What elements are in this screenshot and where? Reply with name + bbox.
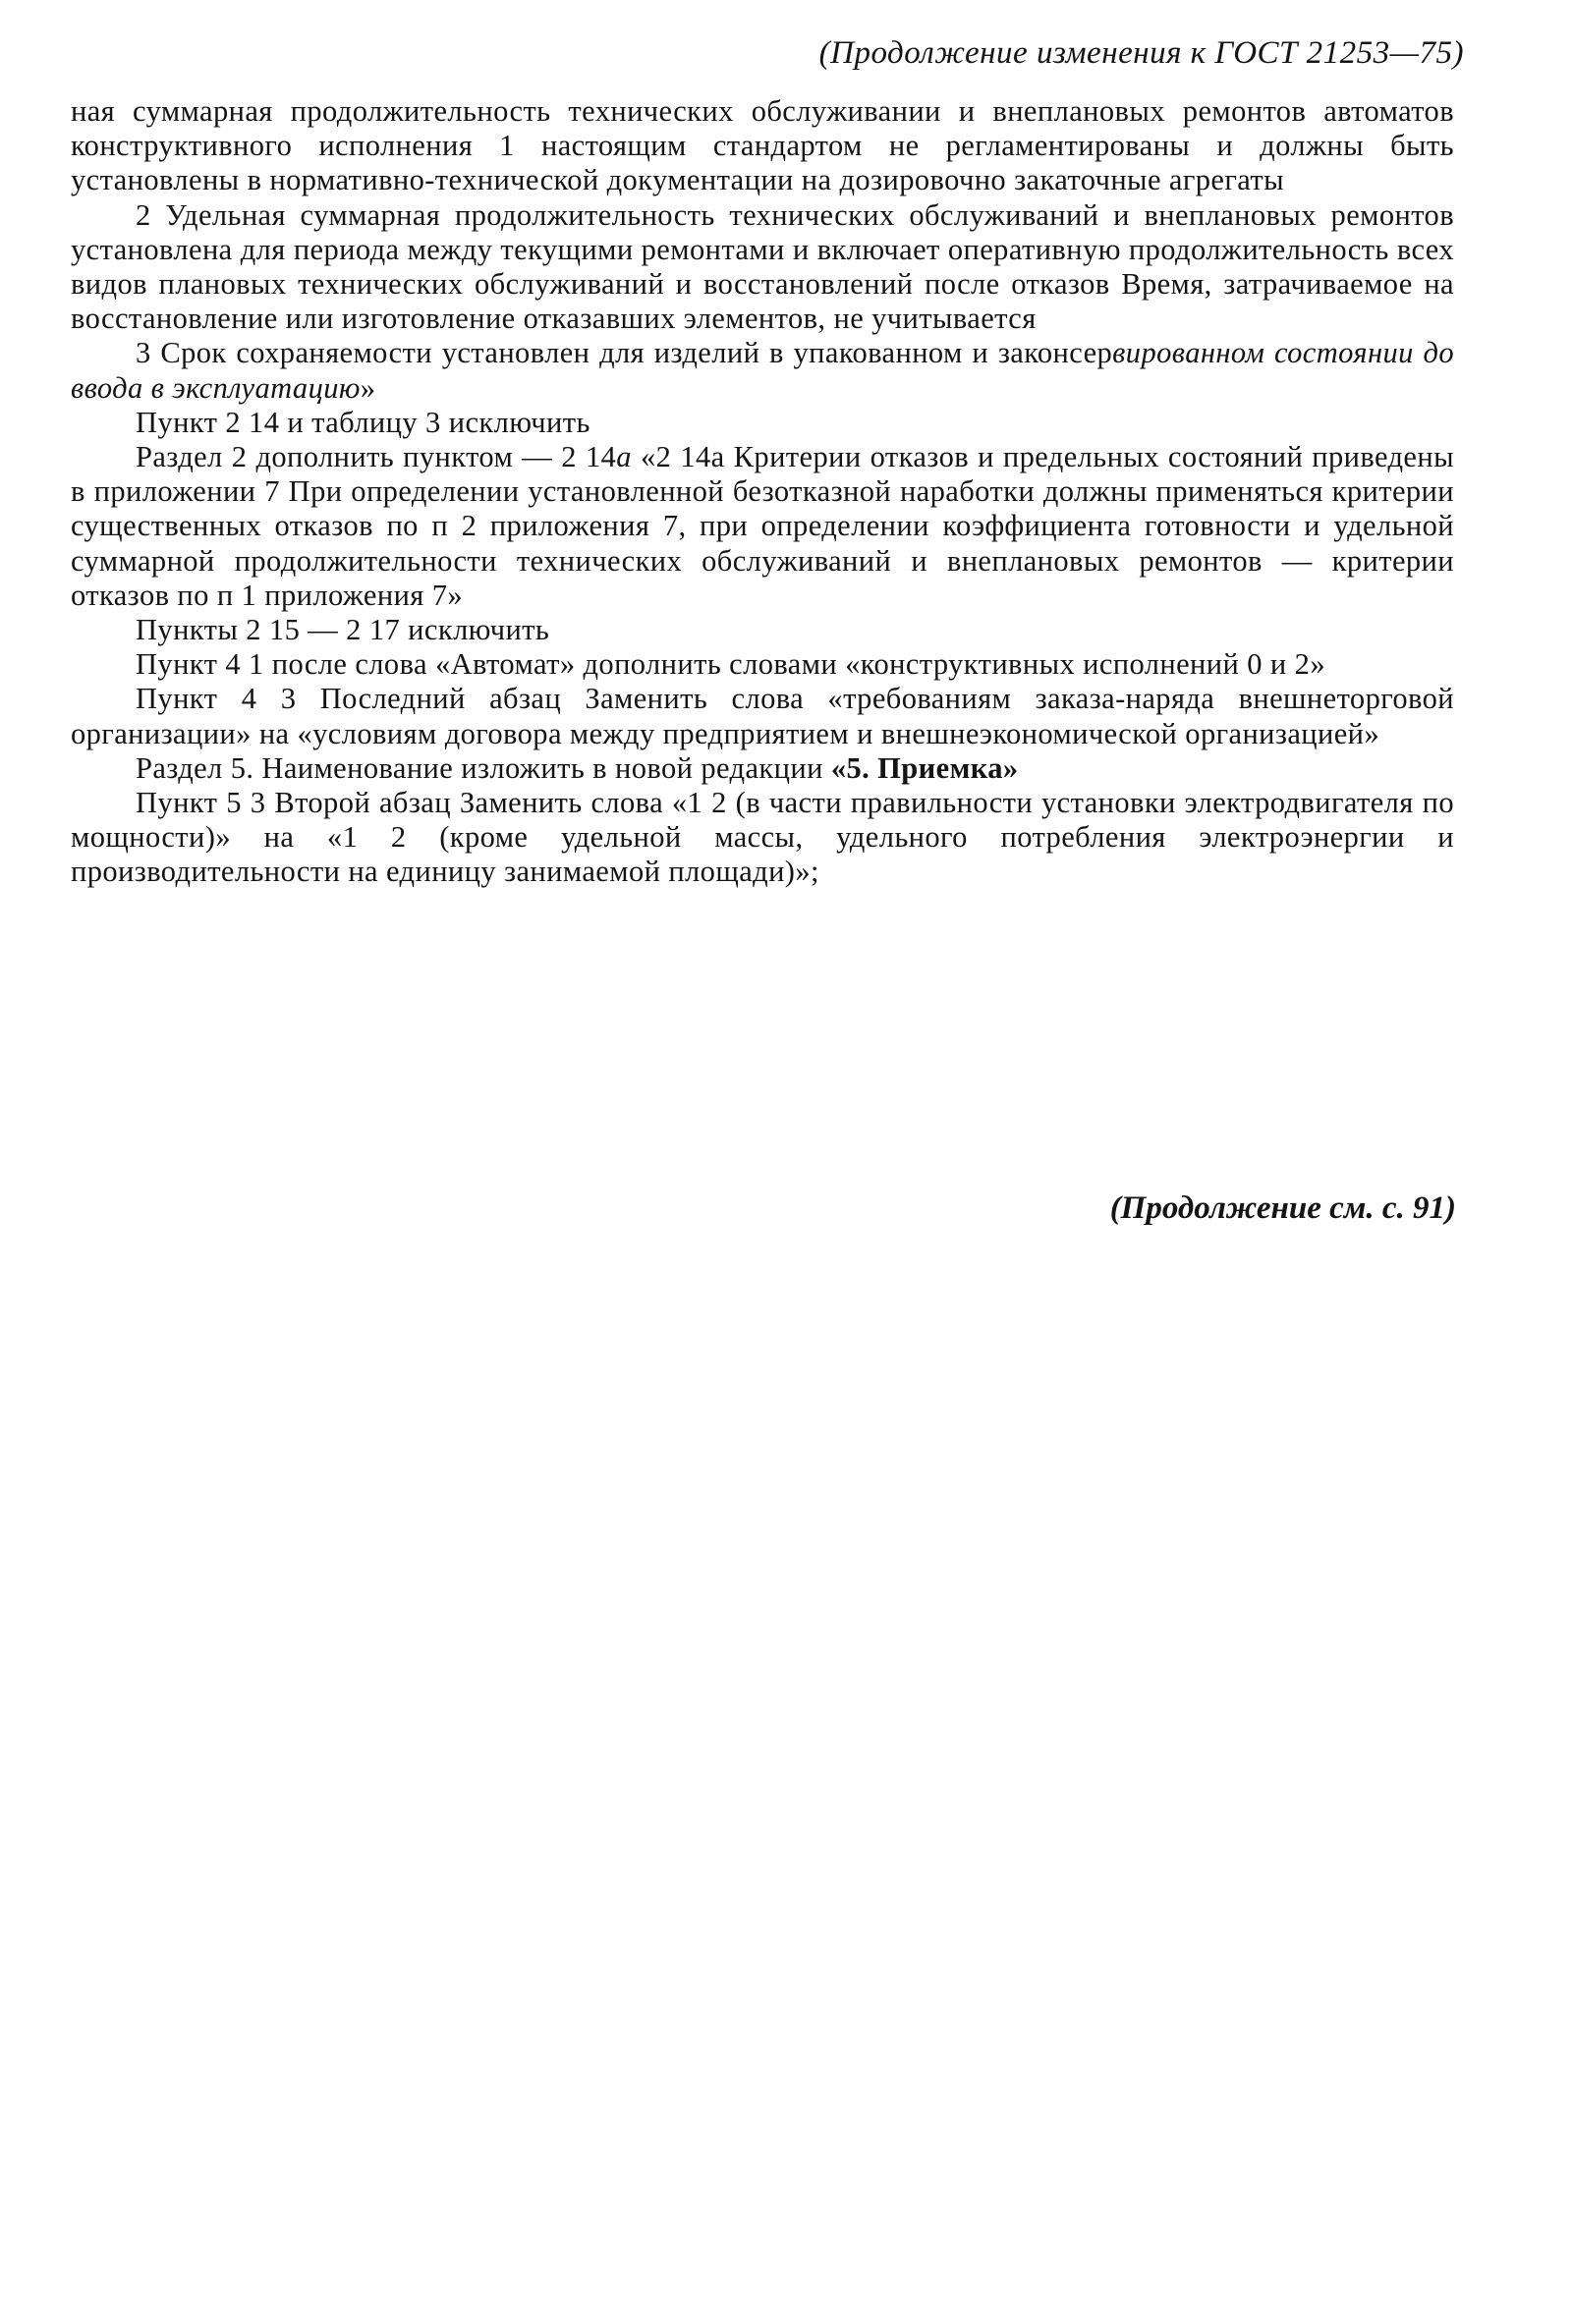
item-4-3: Пункт 4 3 Последний абзац Заменить слова «требованиям заказа-наряда внешнеторговой организации» на «условиям договора между предприятием и внешнеэкономической организацией» (71, 682, 1454, 750)
note-3-text: 3 Срок сохраняемости установлен для изделий в упакованном и законсер (136, 336, 1113, 370)
section-2-prefix: Раздел 2 дополнить пунктом — 2 14 (136, 440, 617, 474)
note-3 (71, 336, 1454, 405)
section-2-text: «2 14а Критерии отказов и предельных состояний приведены в приложении 7 При определении установленной безотказной наработки должны применяться критерии существенных отказов по п 2 приложения 7, при определении коэффициента готовности и удельной суммарной продолжительности технических обслуживаний и внеплановых ремонтов — критерии отказов по п 1 приложения 7» (71, 440, 1454, 612)
note-3-italic: вированном состоянии до ввода в эксплуатацию (71, 336, 1455, 405)
note-3-end: » (360, 370, 376, 405)
section-2-addition (71, 440, 1454, 613)
note-1-continuation: ная суммарная продолжительность технических обслуживании и внеплановых ремонтов автоматов конструктивного исполнения 1 настоящим стандартом не регламентированы и должны быть установлены в нормативно-технической документации на дозировочно закаточные агрегаты (71, 94, 1454, 197)
item-5-3: Пункт 5 3 Второй абзац Заменить слова «1 2 (в части правильности установки электродвигателя по мощности)» на «1 2 (кроме удельной массы, удельного потребления электроэнергии и производительности на единицу занимаемой площади)»; (71, 786, 1454, 889)
document-body (71, 94, 1454, 890)
item-2-14: Пункт 2 14 и таблицу 3 исключить (136, 405, 590, 439)
section-5-title: «5. Приемка» (830, 750, 1019, 785)
items-2-15-2-17: Пункты 2 15 — 2 17 исключить (136, 613, 550, 647)
note-2: 2 Удельная суммарная продолжительность технических обслуживаний и внеплановых ремонтов установлена для периода между текущими ремонтами и включает оперативную продолжительность всех видов плановых технических обслуживаний и восстановлений после отказов Время, затрачиваемое на восстановление или изготовление отказавших элементов, не учитывается (71, 197, 1454, 336)
section-2-letter: а (616, 440, 632, 474)
page-footer: (Продолжение см. с. 91) (1109, 1190, 1456, 1226)
section-5 (71, 751, 1454, 786)
section-5-text: Раздел 5. Наименование изложить в новой редакции (136, 750, 831, 785)
item-4-1: Пункт 4 1 после слова «Автомат» дополнить словами «конструктивных исполнений 0 и 2» (136, 647, 1325, 682)
page-header: (Продолжение изменения к ГОСТ 21253—75) (818, 35, 1464, 71)
